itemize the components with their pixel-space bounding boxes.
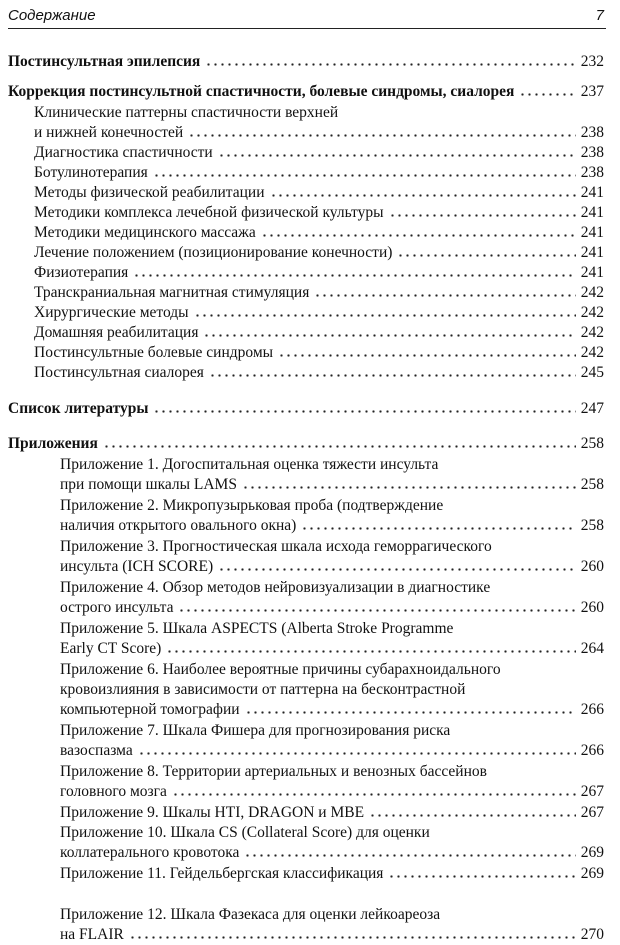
- toc-page-number: 270: [580, 926, 604, 943]
- toc-entry-title: Приложение 4. Обзор методов нейровизуализации в диагностике: [60, 579, 491, 596]
- toc-page-number: 258: [580, 476, 604, 493]
- toc-entry[interactable]: [8, 243, 604, 263]
- toc-page-number: 264: [580, 640, 604, 657]
- dot-leader: [270, 193, 576, 198]
- toc-entry-title: Домашняя реабилитация: [34, 324, 199, 341]
- toc-page-number: 266: [580, 742, 604, 759]
- toc-entry-title: Приложение 1. Догоспитальная оценка тяжести инсульта: [60, 456, 439, 473]
- dot-leader: [103, 444, 576, 449]
- toc-entry-title: Приложение 7. Шкала Фишера для прогнозирования риска: [60, 722, 451, 739]
- toc-entry-title: Приложение 11. Гейдельбергская классификация: [60, 865, 384, 882]
- toc-entry-title: Приложение 9. Шкалы HTI, DRAGON и MBE: [60, 804, 365, 821]
- toc-page-number: 238: [580, 124, 604, 141]
- toc-entry-title: острого инсульта: [60, 599, 174, 616]
- toc-entry-title: Транскраниальная магнитная стимуляция: [34, 284, 310, 301]
- toc-entry-title: компьютерной томографии: [60, 701, 240, 718]
- dot-leader: [519, 92, 575, 97]
- dot-leader: [301, 526, 575, 531]
- toc-entry-title: Приложение 8. Территории артериальных и венозных бассейнов: [60, 763, 487, 780]
- toc-entry-title: Постинсультная эпилепсия: [8, 53, 201, 70]
- dot-leader: [278, 353, 576, 358]
- toc-page-number: 241: [580, 184, 604, 201]
- dot-leader: [153, 173, 576, 178]
- toc-page-number: 242: [580, 304, 604, 321]
- toc-entry[interactable]: [8, 223, 604, 243]
- header-title: Содержание: [8, 7, 96, 24]
- dot-leader: [129, 935, 576, 940]
- toc-entry-title: Методики медицинского массажа: [34, 224, 256, 241]
- toc-page-number: 241: [580, 224, 604, 241]
- dot-leader: [244, 853, 575, 858]
- toc-page-number: 269: [580, 844, 604, 861]
- toc-entry[interactable]: [8, 103, 604, 143]
- dot-leader: [218, 153, 576, 158]
- toc-entry[interactable]: [8, 323, 604, 343]
- dot-leader: [138, 751, 576, 756]
- toc-entry-title: Коррекция постинсультной спастичности, болевые синдромы, сиалорея: [8, 83, 515, 100]
- toc-page-number: 267: [580, 783, 604, 800]
- dot-leader: [261, 233, 576, 238]
- toc-page-number: 232: [580, 53, 604, 70]
- toc-entry-title: Постинсультная сиалорея: [34, 364, 204, 381]
- dot-leader: [314, 293, 575, 298]
- running-header: [8, 6, 606, 29]
- toc-page-number: 237: [580, 83, 604, 100]
- toc-page-number: 242: [580, 344, 604, 361]
- toc-entry[interactable]: [8, 660, 604, 720]
- toc-entry-title: Список литературы: [8, 400, 149, 417]
- toc-entry-title: и нижней конечностей: [34, 124, 184, 141]
- toc-entry-title: Хирургические методы: [34, 304, 189, 321]
- toc-entry[interactable]: [8, 82, 604, 102]
- toc-page-number: 245: [580, 364, 604, 381]
- dot-leader: [245, 710, 576, 715]
- toc-entry-title: Лечение положением (позиционирование конечности): [34, 244, 393, 261]
- dot-leader: [153, 409, 575, 414]
- toc-entry[interactable]: [8, 303, 604, 323]
- toc-entry[interactable]: [8, 283, 604, 303]
- toc-entry-title: Методы физической реабилитации: [34, 184, 265, 201]
- toc-entry-title: инсульта (ICH SCORE): [60, 558, 214, 575]
- toc-entry[interactable]: [8, 434, 604, 454]
- toc-page-number: 247: [580, 400, 604, 417]
- dot-leader: [242, 485, 576, 490]
- dot-leader: [188, 133, 576, 138]
- toc-entry-title: на FLAIR: [60, 926, 124, 943]
- dot-leader: [194, 313, 576, 318]
- dot-leader: [205, 62, 575, 67]
- toc-entry[interactable]: [8, 455, 604, 495]
- toc-entry-title: Приложение 6. Наиболее вероятные причины субарахноидального: [60, 661, 501, 678]
- toc-entry[interactable]: [8, 864, 604, 884]
- toc-entry-title: Физиотерапия: [34, 264, 129, 281]
- header-page-number: 7: [595, 7, 604, 24]
- dot-leader: [203, 333, 575, 338]
- toc-entry[interactable]: [8, 803, 604, 823]
- toc-entry[interactable]: [8, 343, 604, 363]
- dot-leader: [178, 608, 575, 613]
- toc-page-number: 258: [580, 435, 604, 452]
- toc-entry-title: Ботулинотерапия: [34, 164, 148, 181]
- toc-entry-title: Приложения: [8, 435, 98, 452]
- toc-entry[interactable]: [8, 905, 604, 945]
- toc-entry[interactable]: [8, 263, 604, 283]
- toc-page-number: 238: [580, 144, 604, 161]
- dot-leader: [166, 649, 575, 654]
- toc-entry[interactable]: [8, 163, 604, 183]
- toc-entry-title: головного мозга: [60, 783, 167, 800]
- toc-entry[interactable]: [8, 399, 604, 419]
- toc-entry-title: Приложение 10. Шкала CS (Collateral Score) для оценки: [60, 824, 430, 841]
- dot-leader: [388, 874, 575, 879]
- toc-page-number: 241: [580, 264, 604, 281]
- toc-page-number: 241: [580, 244, 604, 261]
- toc-page-number: 269: [580, 865, 604, 882]
- toc-page-number: 242: [580, 284, 604, 301]
- toc-page-number: 260: [580, 558, 604, 575]
- toc-entry[interactable]: [8, 496, 604, 536]
- toc-entry-title: Диагностика спастичности: [34, 144, 213, 161]
- toc-page-number: 258: [580, 517, 604, 534]
- toc-entry-title: Приложение 12. Шкала Фазекаса для оценки лейкоареоза: [60, 906, 441, 923]
- toc-entry-title: Постинсультные болевые синдромы: [34, 344, 274, 361]
- toc-page-number: 242: [580, 324, 604, 341]
- dot-leader: [369, 813, 576, 818]
- toc-entry[interactable]: [8, 203, 604, 223]
- toc-page-number: 260: [580, 599, 604, 616]
- dot-leader: [218, 567, 576, 572]
- toc-entry-title: Клинические паттерны спастичности верхней: [34, 104, 339, 121]
- dot-leader: [172, 792, 576, 797]
- toc-entry[interactable]: [8, 762, 604, 802]
- toc-entry[interactable]: [8, 537, 604, 577]
- toc-entry[interactable]: [8, 143, 604, 163]
- dot-leader: [209, 373, 576, 378]
- toc-entry[interactable]: [8, 363, 604, 383]
- toc-entry-title: кровоизлияния в зависимости от паттерна на бесконтрастной: [60, 681, 466, 698]
- toc-entry-title: Early CT Score): [60, 640, 162, 657]
- toc-entry[interactable]: [8, 183, 604, 203]
- toc-entry[interactable]: [8, 823, 604, 863]
- toc-entry-title: при помощи шкалы LAMS: [60, 476, 237, 493]
- toc-page-number: 266: [580, 701, 604, 718]
- toc-entry-title: Методики комплекса лечебной физической культуры: [34, 204, 384, 221]
- toc-entry-title: Приложение 2. Микропузырьковая проба (подтверждение: [60, 497, 444, 514]
- toc-entry[interactable]: [8, 721, 604, 761]
- toc-entry-title: коллатерального кровотока: [60, 844, 240, 861]
- toc-page-number: 267: [580, 804, 604, 821]
- toc-entry[interactable]: [8, 578, 604, 618]
- toc-entry[interactable]: [8, 619, 604, 659]
- dot-leader: [389, 213, 576, 218]
- dot-leader: [397, 253, 575, 258]
- toc-entry-title: Приложение 3. Прогностическая шкала исхода геморрагического: [60, 538, 492, 555]
- toc-entry[interactable]: [8, 52, 604, 72]
- dot-leader: [133, 273, 575, 278]
- toc-entry-title: вазоспазма: [60, 742, 133, 759]
- toc-page-number: 241: [580, 204, 604, 221]
- toc-page-number: 238: [580, 164, 604, 181]
- toc-entry-title: Приложение 5. Шкала ASPECTS (Alberta Stroke Programme: [60, 620, 454, 637]
- toc-entry-title: наличия открытого овального окна): [60, 517, 297, 534]
